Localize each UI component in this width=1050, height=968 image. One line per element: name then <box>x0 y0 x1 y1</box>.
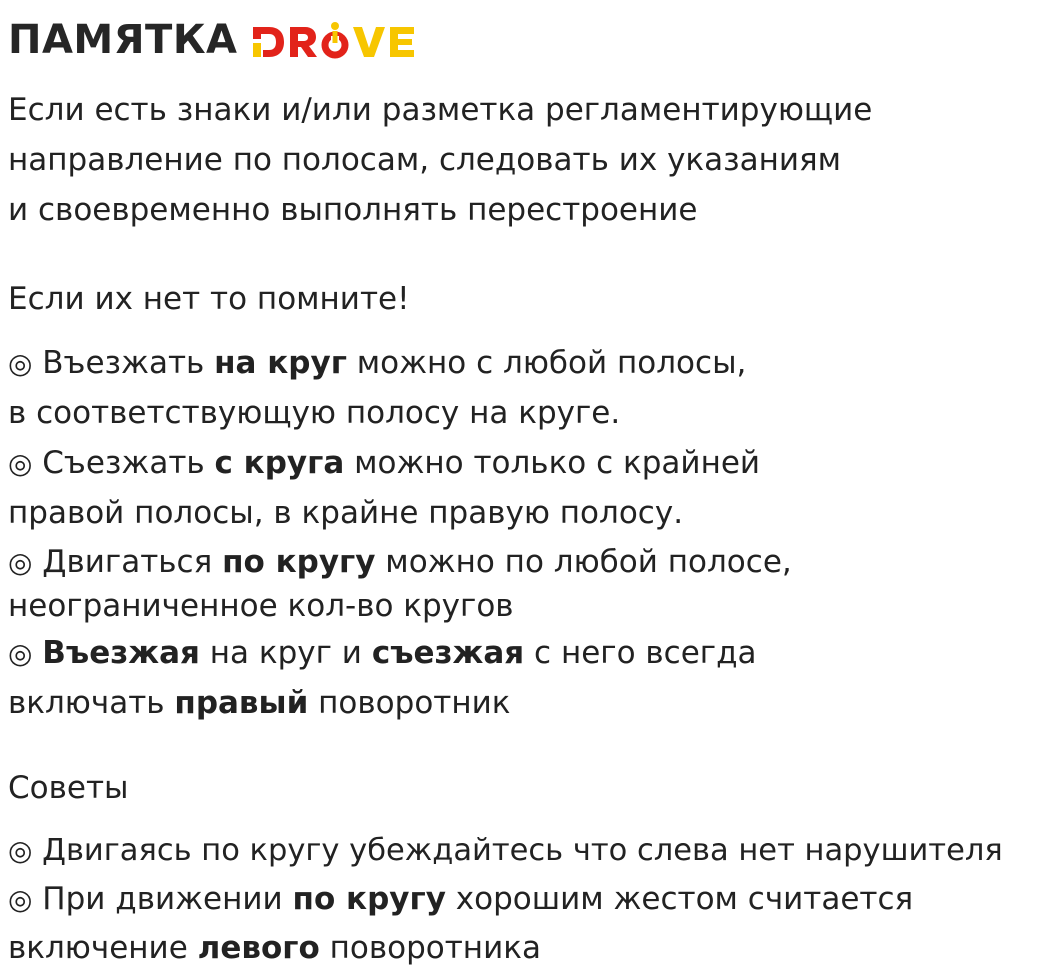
tip-2-line-1: ◎ При движении по кругу хорошим жестом считается <box>8 881 914 917</box>
bullet-icon: ◎ <box>8 447 33 480</box>
bullet-icon: ◎ <box>8 546 33 579</box>
rule-2-line-2: правой полосы, в крайне правую полосу. <box>8 495 684 531</box>
tips-heading: Советы <box>8 770 129 806</box>
rule-4-line-2: включать правый поворотник <box>8 685 511 721</box>
rules-heading: Если их нет то помните! <box>8 281 410 317</box>
rule-3-line-2: неограниченное кол-во кругов <box>8 588 514 624</box>
tip-1: ◎ Двигаясь по кругу убеждайтесь что слева нет нарушителя <box>8 833 1003 868</box>
bullet-icon: ◎ <box>8 834 33 867</box>
intro-line-2: направление по полосам, следовать их указаниям <box>8 142 842 178</box>
drove-logo <box>251 21 419 59</box>
intro-line-1: Если есть знаки и/или разметка регламентирующие <box>8 92 873 128</box>
bullet-icon: ◎ <box>8 347 33 380</box>
rule-2-line-1: ◎ Съезжать с круга можно только с крайней <box>8 445 761 481</box>
rule-3-line-1: ◎ Двигаться по кругу можно по любой полосе, <box>8 544 792 580</box>
bullet-icon: ◎ <box>8 637 33 670</box>
rule-1-line-2: в соответствующую полосу на круге. <box>8 395 621 431</box>
intro-line-3: и своевременно выполнять перестроение <box>8 192 698 228</box>
rule-1-line-1: ◎ Въезжать на круг можно с любой полосы, <box>8 345 747 381</box>
bullet-icon: ◎ <box>8 883 33 916</box>
tip-2-line-2: включение левого поворотника <box>8 930 541 966</box>
memo-header <box>8 14 419 66</box>
rule-4-line-1: ◎ Въезжая на круг и съезжая с него всегда <box>8 635 757 671</box>
memo-title: ПАМЯТКА <box>8 17 238 63</box>
